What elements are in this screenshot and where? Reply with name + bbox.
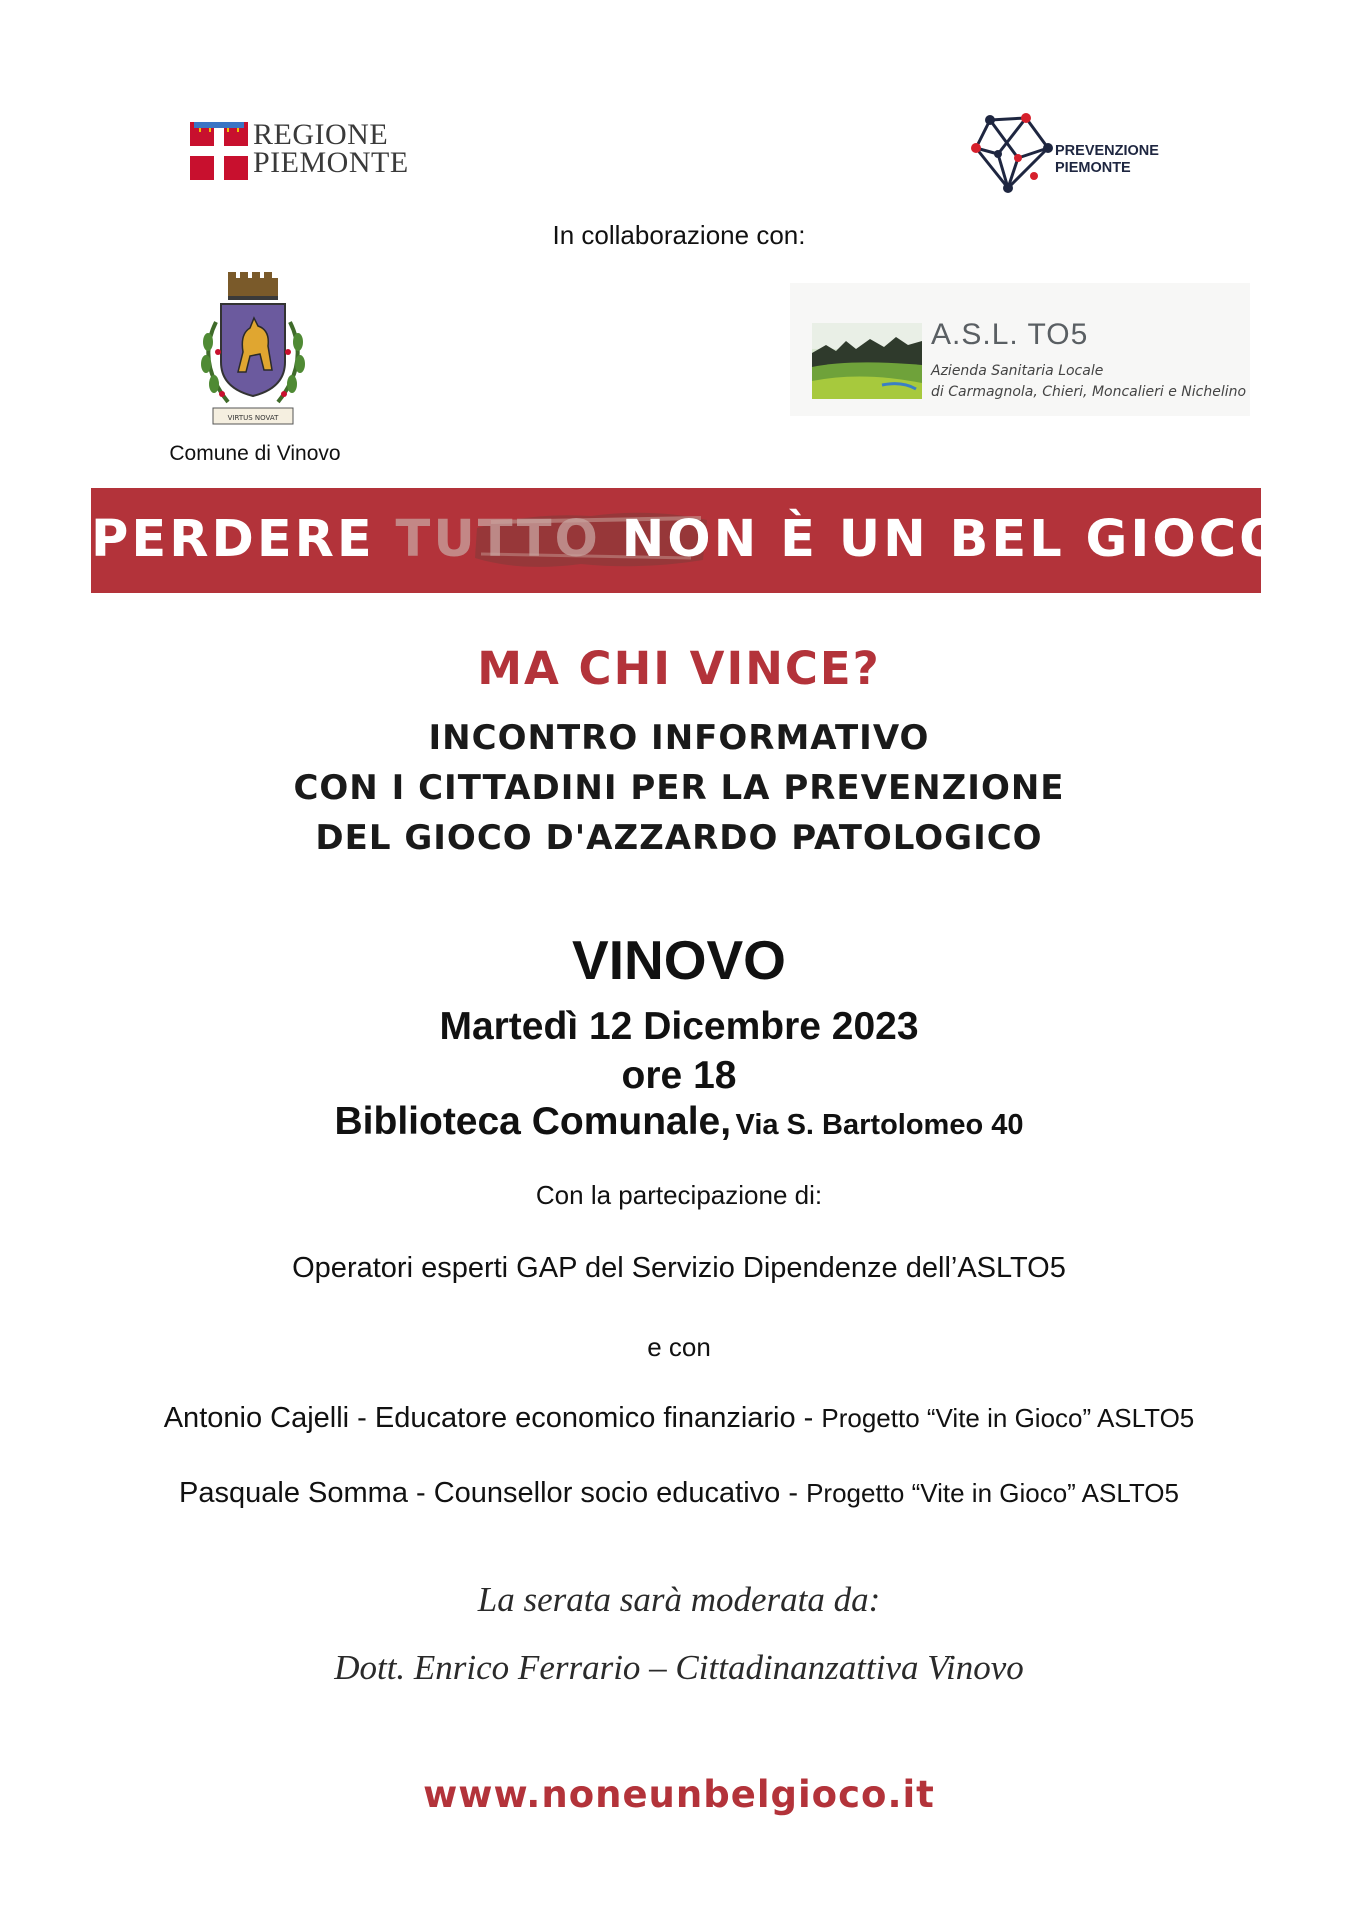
and-with-label: e con — [647, 1332, 711, 1362]
moderator-label: La serata sarà moderata da: — [477, 1580, 881, 1619]
regione-logo-line1: REGIONE — [253, 118, 389, 151]
participation-label: Con la partecipazione di: — [535, 1180, 823, 1210]
landscape-icon — [812, 323, 922, 399]
subheadline-line1: INCONTRO INFORMATIVO — [428, 718, 930, 758]
asl-to5-logo — [790, 283, 1250, 416]
prevenzione-logo-line2: PIEMONTE — [1055, 160, 1131, 176]
comune-vinovo-caption: Comune di Vinovo — [169, 442, 341, 465]
vinovo-motto: VIRTUS NOVAT — [227, 414, 279, 422]
campaign-banner — [91, 488, 1286, 593]
regione-logo-line2: PIEMONTE — [253, 146, 409, 179]
prevenzione-logo-line1: PREVENZIONE — [1055, 143, 1159, 159]
moderator-name: Dott. Enrico Ferrario – Cittadinanzattiva Vinovo — [334, 1648, 1024, 1687]
collaboration-label: In collaborazione con: — [552, 220, 806, 250]
headline: MA CHI VINCE? — [477, 642, 881, 695]
prevenzione-piemonte-logo — [968, 110, 1178, 195]
venue-name: Biblioteca Comunale, — [334, 1100, 732, 1143]
event-venue — [0, 1100, 1358, 1144]
venue-address: Via S. Bartolomeo 40 — [735, 1109, 1024, 1141]
regione-piemonte-logo — [190, 118, 409, 184]
banner-text-before: PERDERE — [91, 510, 375, 569]
speaker-name-role: Pasquale Somma - Counsellor socio educativo - — [179, 1477, 807, 1509]
network-nodes-icon — [968, 110, 1054, 195]
asl-logo-subtitle-line1: Azienda Sanitaria Locale — [931, 363, 1104, 379]
operators-line: Operatori esperti GAP del Servizio Dipendenze dell’ASLTO5 — [292, 1252, 1066, 1284]
asl-logo-subtitle-line2: di Carmagnola, Chieri, Moncalieri e Nichelino — [931, 384, 1247, 400]
subheadline-line2: CON I CITTADINI PER LA PREVENZIONE — [293, 768, 1065, 808]
regione-piemonte-flag-icon — [190, 122, 248, 180]
banner-struck-word: TUTTO — [395, 510, 601, 569]
subheadline-line3: DEL GIOCO D'AZZARDO PATOLOGICO — [315, 818, 1043, 858]
event-date: Martedì 12 Dicembre 2023 — [439, 1005, 919, 1048]
website-link[interactable]: www.noneunbelgioco.it — [423, 1773, 935, 1816]
speaker-project: Progetto “Vite in Gioco” ASLTO5 — [806, 1478, 1179, 1508]
coat-of-arms-icon — [188, 272, 318, 432]
speaker-line — [0, 1402, 1358, 1435]
comune-vinovo-logo — [188, 272, 318, 432]
banner-text-after: NON È UN BEL GIOCO — [621, 510, 1286, 569]
event-time: ore 18 — [621, 1054, 737, 1097]
speaker-project: Progetto “Vite in Gioco” ASLTO5 — [821, 1403, 1195, 1433]
speaker-name-role: Antonio Cajelli - Educatore economico finanziario - — [163, 1402, 822, 1434]
event-city: VINOVO — [572, 929, 786, 991]
asl-logo-title: A.S.L. TO5 — [931, 318, 1089, 351]
speaker-line — [0, 1477, 1358, 1510]
